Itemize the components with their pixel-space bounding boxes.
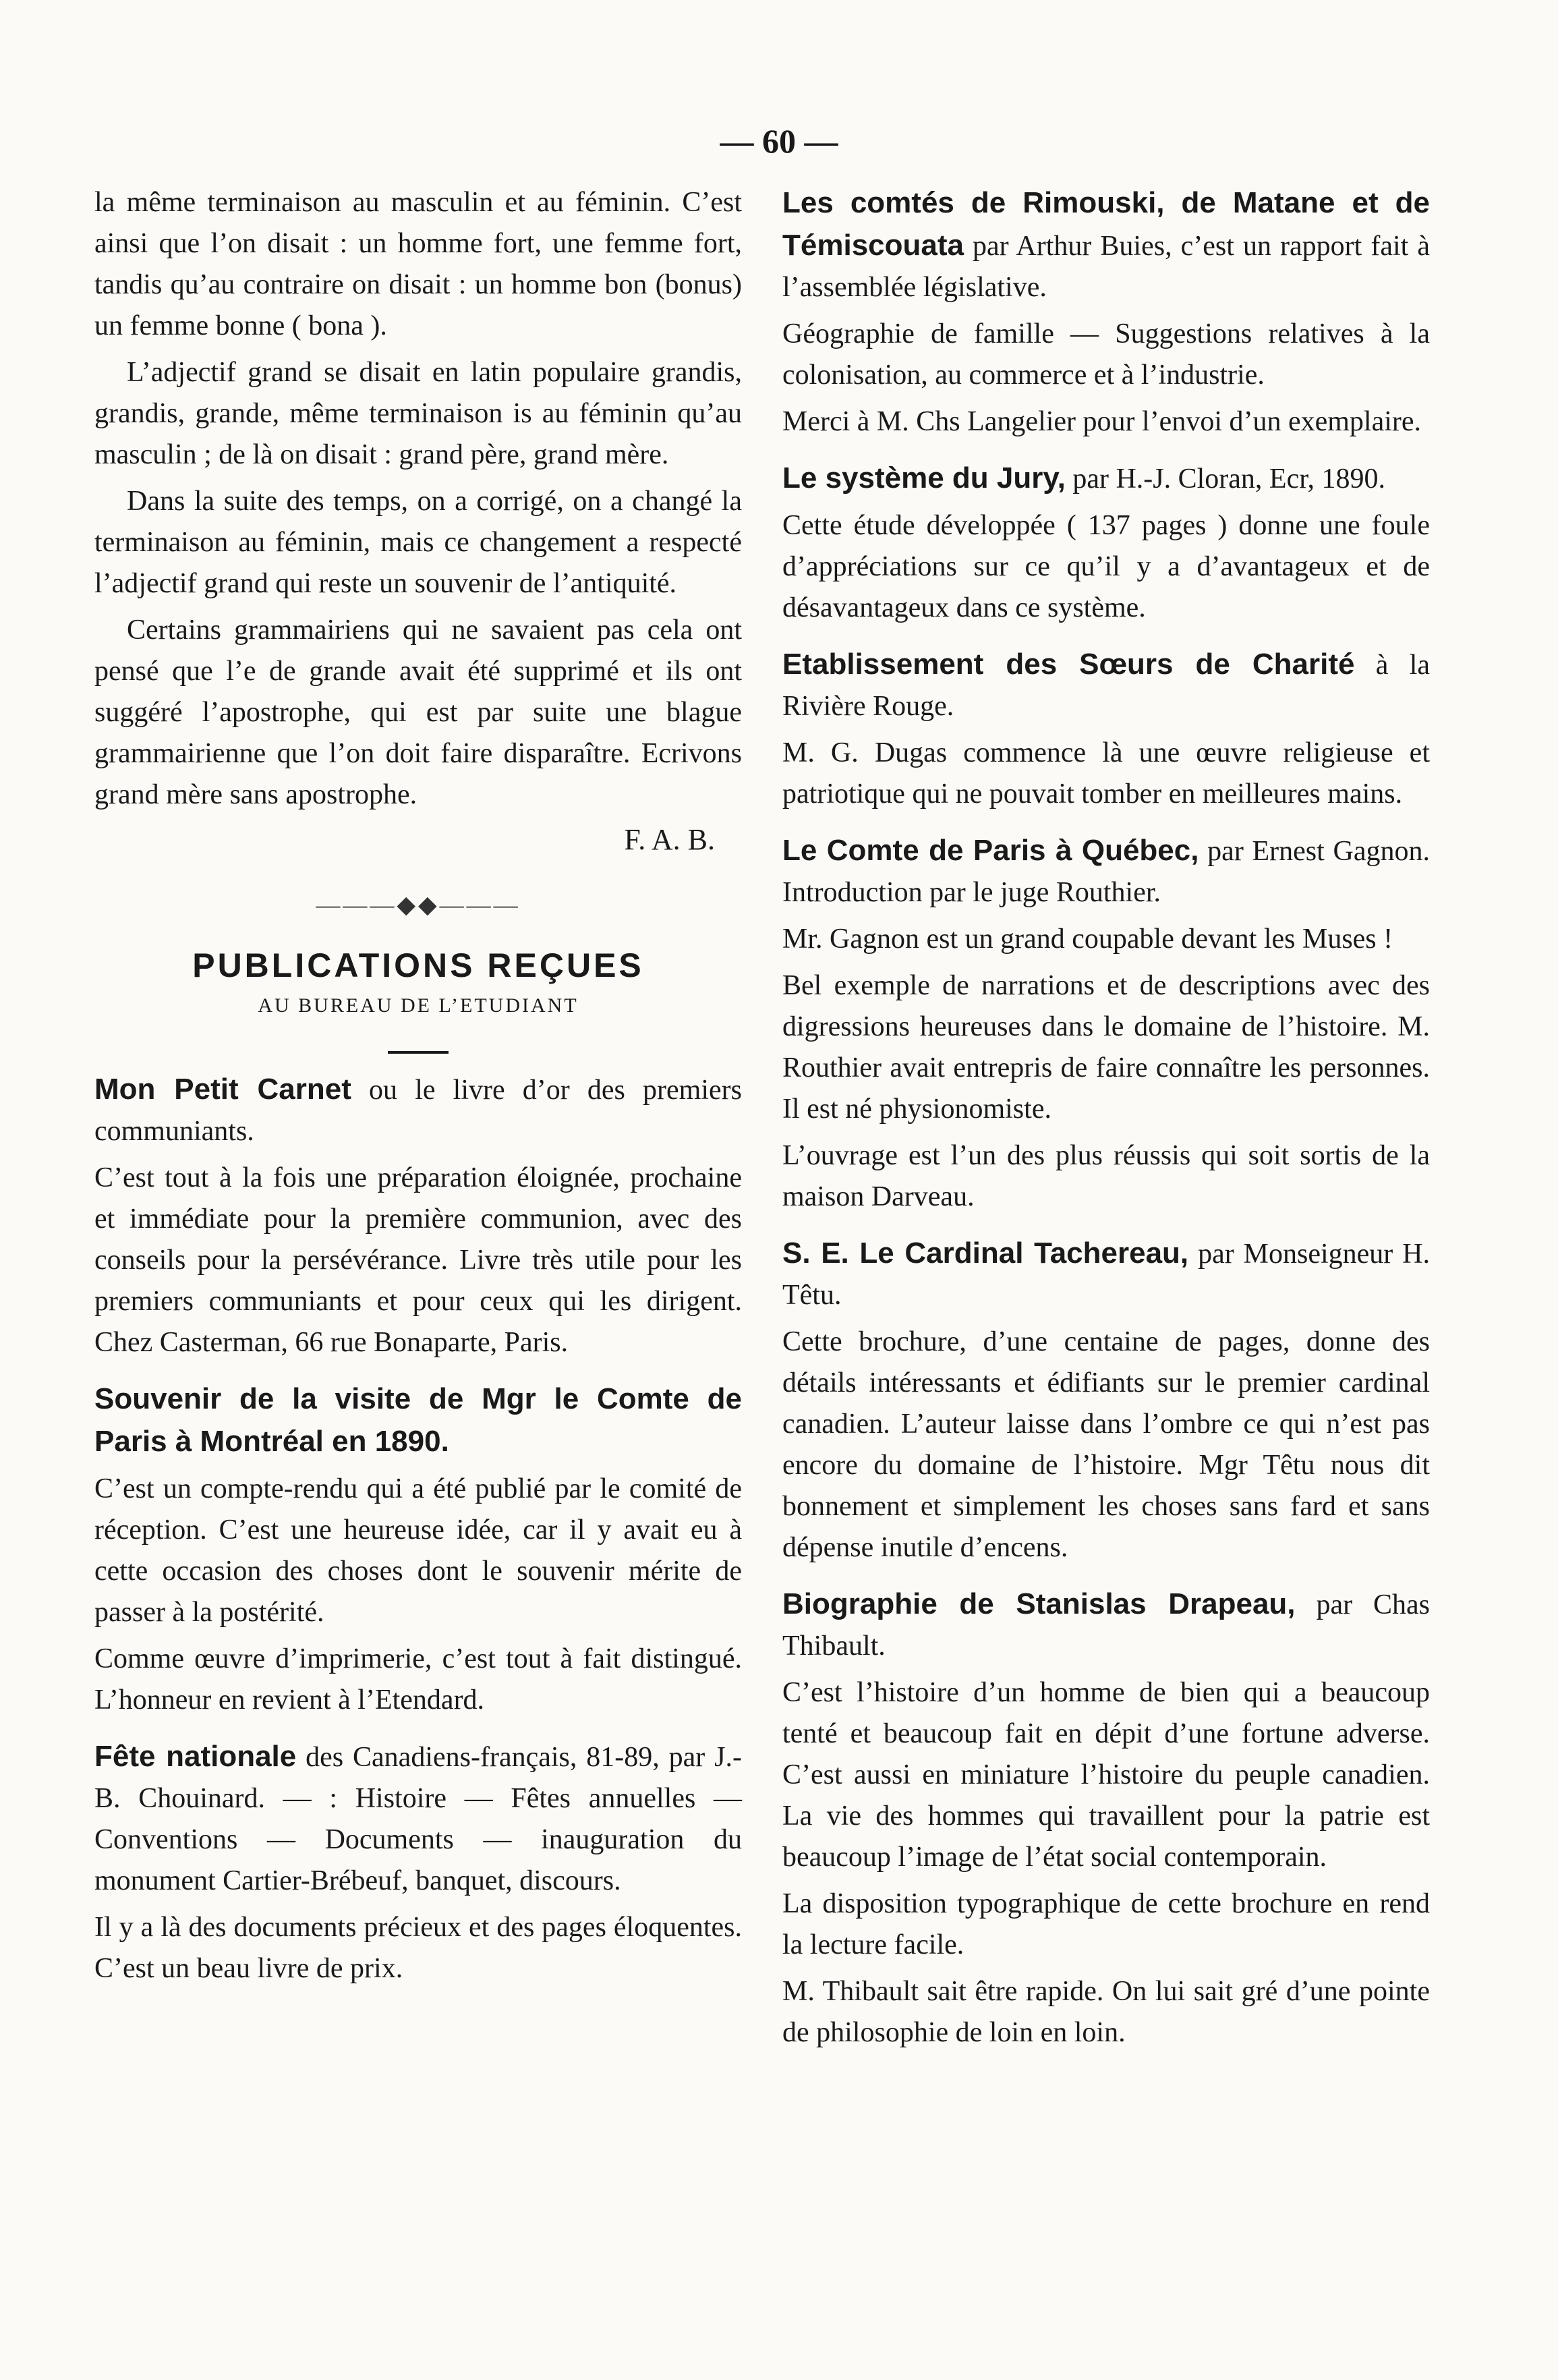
paragraph: L’adjectif grand se disait en latin populaire grandis, grandis, grande, même terminaison is au féminin qu’au masculin ; de là on disait : grand père, grand mère. xyxy=(94,357,742,470)
publication-entry xyxy=(94,1736,742,1989)
left-column xyxy=(94,182,742,1989)
ornament-divider: ———◆◆——— xyxy=(316,891,521,918)
publication-text: ou le livre d’or des premiers communiants. xyxy=(94,1075,742,1147)
paragraph: C’est tout à la fois une préparation éloignée, prochaine et immédiate pour la première communion, avec des conseils pour la persévérance. Livre très utile pour les premiers communiants et pour ceux qui les dirigent. Chez Casterman, 66 rue Bonaparte, Paris. xyxy=(94,1162,742,1358)
publication-entry xyxy=(94,1069,742,1363)
paragraph: L’ouvrage est l’un des plus réussis qui soit sortis de la maison Darveau. xyxy=(782,1140,1430,1212)
publication-title: Fête nationale xyxy=(94,1740,297,1773)
publication-entry xyxy=(782,457,1430,629)
paragraph: M. G. Dugas commence là une œuvre religieuse et patriotique qui ne pouvait tomber en meilleures mains. xyxy=(782,737,1430,810)
publication-title: Etablissement des Sœurs de Charité xyxy=(782,648,1355,681)
publication-title: S. E. Le Cardinal Tachereau, xyxy=(782,1237,1189,1270)
paragraph: C’est un compte-rendu qui a été publié par le comité de réception. C’est une heureuse idée, car il y avait eu à cette occasion des choses dont le souvenir mérite de passer à la postérité. xyxy=(94,1473,742,1628)
paragraph: Géographie de famille — Suggestions relatives à la colonisation, au commerce et à l’industrie. xyxy=(782,318,1430,391)
publication-entry xyxy=(782,644,1430,815)
publication-text: par Monseigneur H. Têtu. xyxy=(782,1239,1431,1311)
paragraph: Certains grammairiens qui ne savaient pas cela ont pensé que l’e de grande avait été supprimé et ils ont suggéré l’apostrophe, qui est par suite une blague grammairienne que l’on doit faire disparaître. Ecrivons grand mère sans apostrophe. xyxy=(94,615,742,810)
divider xyxy=(388,1051,449,1054)
paragraph: Comme œuvre d’imprimerie, c’est tout à fait distingué. L’honneur en revient à l’Etendard. xyxy=(94,1643,742,1716)
paragraph: Cette étude développée ( 137 pages ) donne une foule d’appréciations sur ce qu’il y a d’avantageux et de désavantageux dans ce système. xyxy=(782,510,1430,623)
publication-entry xyxy=(782,830,1430,1218)
publication-title: Biographie de Stanislas Drapeau, xyxy=(782,1587,1296,1620)
publication-text: par Chas Thibault. xyxy=(782,1589,1430,1662)
publication-text: par Arthur Buies, c’est un rapport fait à l’assemblée législative. xyxy=(782,231,1430,303)
paragraph: Dans la suite des temps, on a corrigé, on a changé la terminaison au féminin, mais ce changement a respecté l’adjectif grand qui reste un souvenir de l’antiquité. xyxy=(94,486,742,599)
publication-title: Mon Petit Carnet xyxy=(94,1073,351,1106)
publication-entry xyxy=(782,182,1430,443)
publication-text: par H.-J. Cloran, Ecr, 1890. xyxy=(1065,463,1386,494)
page-number: — 60 — xyxy=(720,122,838,160)
paragraph: C’est l’histoire d’un homme de bien qui a beaucoup tenté et beaucoup fait en dépit d’une fortune adverse. C’est aussi en miniature l’histoire du peuple canadien. La vie des hommes qui travaillent pour la patrie est beaucoup l’image de l’état social contemporain. xyxy=(782,1677,1430,1873)
publication-title: Le système du Jury, xyxy=(782,461,1066,494)
publication-title: Souvenir de la visite de Mgr le Comte de Paris à Montréal en 1890. xyxy=(94,1382,742,1458)
section-title: PUBLICATIONS REÇUES xyxy=(192,946,644,984)
paragraph: la même terminaison au masculin et au féminin. C’est ainsi que l’on disait : un homme fort, une femme fort, tandis qu’au contraire on disait : un homme bon (bonus) un femme bonne ( bona ). xyxy=(94,187,742,341)
publication-title: Le Comte de Paris à Québec, xyxy=(782,834,1199,867)
paragraph: Cette brochure, d’une centaine de pages, donne des détails intéressants et édifiants sur le premier cardinal canadien. L’auteur laisse dans l’ombre ce qui n’est pas encore du domaine de l’histoire. Mgr Têtu nous dit bonnement et simplement les choses sans fard et sans dépense inutile d’encens. xyxy=(782,1326,1430,1563)
paragraph: M. Thibault sait être rapide. On lui sait gré d’une pointe de philosophie de loin en loin. xyxy=(782,1976,1430,2048)
publication-text: par Ernest Gagnon. Introduction par le juge Routhier. xyxy=(782,836,1430,908)
section-subtitle: AU BUREAU DE L’ETUDIANT xyxy=(258,994,579,1017)
paragraph: La disposition typographique de cette brochure en rend la lecture facile. xyxy=(782,1888,1430,1960)
paragraph: Bel exemple de narrations et de descriptions avec des digressions heureuses dans le domaine de l’histoire. M. Routhier avait entrepris de faire connaître les personnes. Il est né physionomiste. xyxy=(782,970,1430,1125)
publication-entry xyxy=(782,1232,1430,1568)
publication-text: à la Rivière Rouge. xyxy=(782,650,1431,722)
paragraph: Merci à M. Chs Langelier pour l’envoi d’un exemplaire. xyxy=(782,406,1422,437)
publication-entry xyxy=(782,1583,1430,2053)
publication-entry xyxy=(94,1378,742,1721)
signature: F. A. B. xyxy=(624,823,715,856)
publication-text: des Canadiens-français, 81-89, par J.-B. Chouinard. — : Histoire — Fêtes annuelles — Conventions — Documents — inauguration du monument Cartier-Brébeuf, banquet, discours. xyxy=(94,1742,743,1896)
paragraph: Mr. Gagnon est un grand coupable devant les Muses ! xyxy=(782,924,1393,955)
right-column xyxy=(782,182,1430,2053)
paragraph: Il y a là des documents précieux et des pages éloquentes. C’est un beau livre de prix. xyxy=(94,1912,742,1984)
publication-title: Les comtés de Rimouski, de Matane et de Témiscouata xyxy=(782,186,1430,262)
